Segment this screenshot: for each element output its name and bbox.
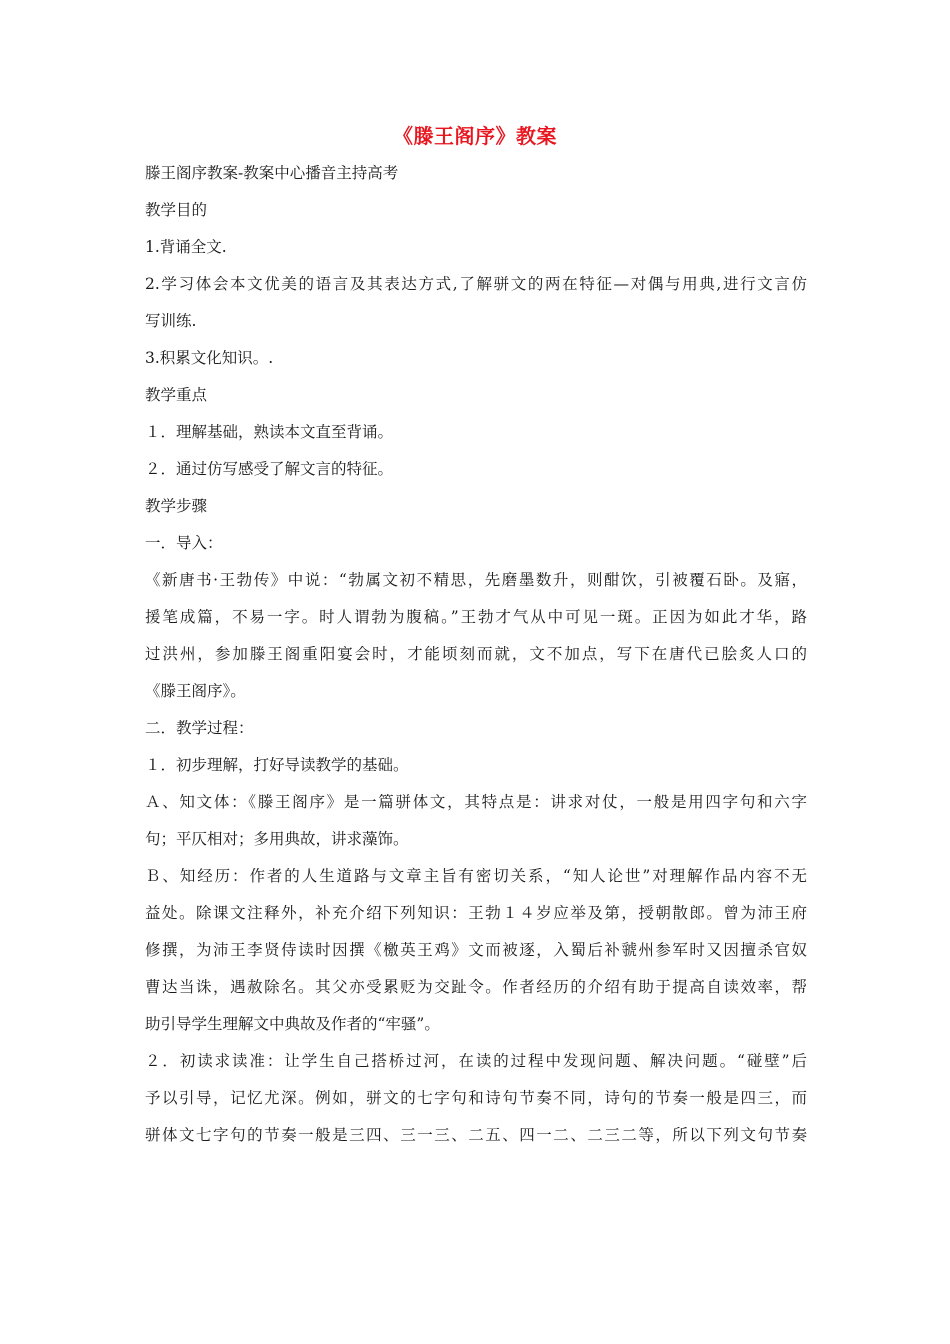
objective-3: 3.积累文化知识。. [145,349,274,367]
intro-para-line-3: 过洪州，参加滕王阁重阳宴会时，才能顷刻而就，文不加点，写下在唐代已脍炙人口的 [145,645,807,663]
key-point-1: １．理解基础，熟读本文直至背诵。 [145,423,394,441]
genre-para-line-2: 句；平仄相对；多用典故，讲求藻饰。 [145,830,409,848]
document-title: 《滕王阁序》教案 [393,124,557,148]
objective-1: 1.背诵全文. [145,238,227,256]
objective-2: 2.学习体会本文优美的语言及其表达方式,了解骈文的两在特征—对偶与用典,进行文言仿 [145,275,807,293]
subtitle-line: 滕王阁序教案-教案中心播音主持高考 [145,164,399,182]
genre-para-line-1: Ａ、知文体：《滕王阁序》是一篇骈体文，其特点是：讲求对仗，一般是用四字句和六字 [145,793,807,811]
bio-para-line-4: 曹达当诛，遇赦除名。其父亦受累贬为交趾令。作者经历的介绍有助于提高自读效率，帮 [145,978,807,996]
heading-objectives: 教学目的 [145,201,208,219]
document-body [145,164,807,1163]
heading-steps: 教学步骤 [145,497,208,515]
bio-para-line-3: 修撰，为沛王李贤侍读时因撰《檄英王鸡》文而被逐，入蜀后补虢州参军时又因擅杀官奴 [145,941,807,959]
key-point-2: ２．通过仿写感受了解文言的特征。 [145,460,394,478]
heading-key-points: 教学重点 [145,386,208,404]
bio-para-line-5: 助引导学生理解文中典故及作者的“牢骚”。 [145,1015,440,1033]
reading-para-line-3: 骈体文七字句的节奏一般是三四、三一三、二五、四一二、二三二等，所以下列文句节奏 [145,1126,807,1144]
reading-para-line-2: 予以引导，记忆尤深。例如，骈文的七字句和诗句节奏不同，诗句的节奏一般是四三，而 [145,1089,807,1107]
intro-para-line-2: 援笔成篇，不易一字。时人谓勃为腹稿。”王勃才气从中可见一斑。正因为如此才华，路 [145,608,807,626]
section-intro: 一．导入： [145,534,223,552]
intro-para-line-4: 《滕王阁序》。 [145,682,246,700]
reading-para-line-1: ２．初读求读准：让学生自己搭桥过河，在读的过程中发现问题、解决问题。“碰壁”后 [145,1052,807,1070]
intro-para-line-1: 《新唐书·王勃传》中说：“勃属文初不精思，先磨墨数升，则酣饮，引被覆石卧。及寤， [145,571,807,589]
objective-2-cont: 写训练. [145,312,197,330]
process-step-1: １．初步理解，打好导读教学的基础。 [145,756,409,774]
bio-para-line-1: Ｂ、知经历：作者的人生道路与文章主旨有密切关系，“知人论世”对理解作品内容不无 [145,867,807,885]
bio-para-line-2: 益处。除课文注释外，补充介绍下列知识：王勃１４岁应举及第，授朝散郎。曾为沛王府 [145,904,807,922]
section-process: 二．教学过程： [145,719,254,737]
